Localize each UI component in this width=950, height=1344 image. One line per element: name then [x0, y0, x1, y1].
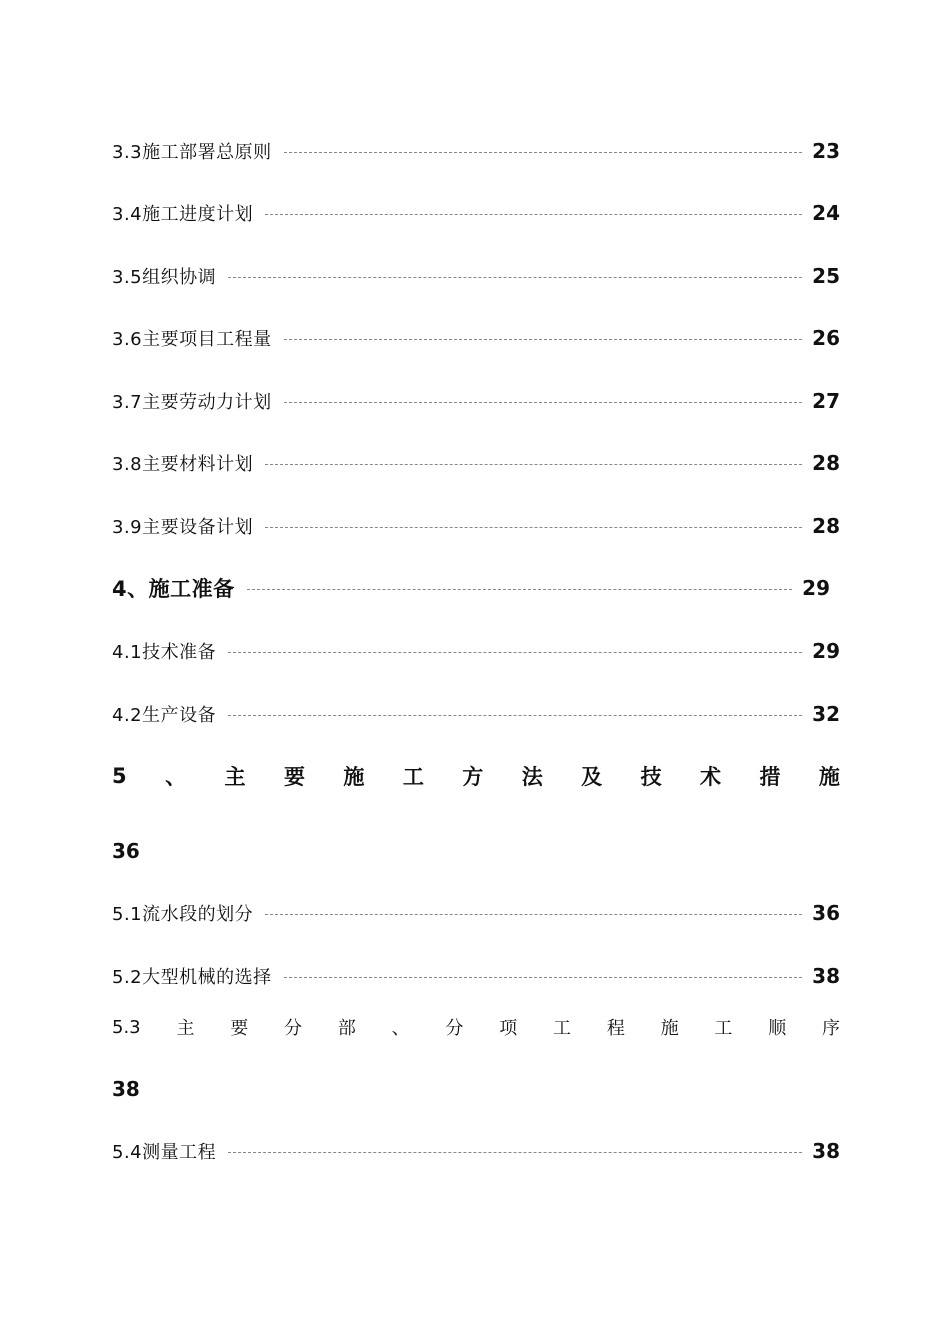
toc-entry[interactable] — [112, 448, 840, 478]
toc-entry[interactable] — [112, 898, 840, 928]
toc-entry[interactable] — [112, 1136, 840, 1166]
toc-entry-page: 25 — [812, 264, 840, 288]
entry-char: 程 — [606, 1018, 625, 1039]
toc-entry-label: 5.1流水段的划分 — [112, 904, 254, 925]
dot-leader — [265, 527, 802, 528]
toc-entry-label: 5.4测量工程 — [112, 1142, 217, 1163]
heading-char: 施 — [343, 765, 365, 789]
entry-char: 部 — [337, 1018, 356, 1039]
toc-entry-page: 28 — [812, 514, 840, 538]
toc-section-5-page: 36 — [112, 839, 140, 863]
dot-leader — [284, 152, 803, 153]
entry-char: 主 — [176, 1018, 195, 1039]
toc-entry-page: 36 — [812, 901, 840, 925]
heading-char: 法 — [521, 765, 543, 789]
heading-char: 、 — [165, 765, 187, 789]
toc-entry[interactable] — [112, 323, 840, 353]
entry-char: 分 — [445, 1018, 464, 1039]
dot-leader — [284, 339, 803, 340]
dot-leader — [284, 977, 803, 978]
toc-entry-label: 3.5组织协调 — [112, 267, 217, 288]
dot-leader — [265, 214, 802, 215]
heading-char: 措 — [759, 765, 781, 789]
toc-entry-label: 3.7主要劳动力计划 — [112, 392, 272, 413]
heading-char: 要 — [283, 765, 305, 789]
entry-char: 工 — [714, 1018, 733, 1039]
dot-leader — [247, 589, 793, 590]
entry-char: 分 — [284, 1018, 303, 1039]
toc-entry-page: 29 — [812, 639, 840, 663]
toc-entry-5-3-page: 38 — [112, 1077, 140, 1101]
dot-leader — [265, 464, 802, 465]
toc-entry[interactable] — [112, 261, 840, 291]
toc-entry-5-3[interactable] — [112, 1012, 840, 1042]
toc-entry-page: 38 — [812, 964, 840, 988]
toc-section[interactable] — [112, 573, 840, 603]
heading-char: 5 — [112, 764, 127, 788]
toc-entry-page: 28 — [812, 451, 840, 475]
entry-char: 施 — [660, 1018, 679, 1039]
dot-leader — [284, 402, 803, 403]
toc-entry-page: 24 — [812, 201, 840, 225]
entry-char: 顺 — [768, 1018, 787, 1039]
dot-leader — [228, 652, 802, 653]
heading-char: 术 — [700, 765, 721, 789]
toc-entry-label: 3.9主要设备计划 — [112, 517, 254, 538]
toc-entry-label: 4.1技术准备 — [112, 642, 217, 663]
dot-leader — [228, 1152, 802, 1153]
toc-entry[interactable] — [112, 386, 840, 416]
toc-section-page: 29 — [802, 576, 830, 600]
entry-char: 项 — [499, 1018, 518, 1039]
toc-entry-page: 23 — [812, 139, 840, 163]
toc-entry-label: 3.3施工部署总原则 — [112, 142, 272, 163]
toc-entry-page: 26 — [812, 326, 840, 350]
heading-char: 及 — [581, 765, 603, 789]
toc-entry[interactable] — [112, 511, 840, 541]
toc-entry-page: 27 — [812, 389, 840, 413]
toc-entry[interactable] — [112, 636, 840, 666]
dot-leader — [265, 914, 802, 915]
toc-entry[interactable] — [112, 198, 840, 228]
toc-section-5-heading[interactable] — [112, 761, 840, 791]
toc-entry[interactable] — [112, 136, 840, 166]
toc-section-label: 4、施工准备 — [112, 577, 235, 601]
heading-char: 施 — [818, 765, 840, 789]
toc-entry-page: 38 — [812, 1139, 840, 1163]
heading-char: 工 — [402, 765, 424, 789]
entry-char: 序 — [822, 1018, 840, 1039]
toc-entry[interactable] — [112, 961, 840, 991]
toc-entry-label: 3.8主要材料计划 — [112, 454, 254, 475]
dot-leader — [228, 277, 802, 278]
toc-entry[interactable] — [112, 699, 840, 729]
entry-char: 要 — [230, 1018, 249, 1039]
dot-leader — [228, 715, 802, 716]
toc-entry-label: 4.2生产设备 — [112, 705, 217, 726]
heading-char: 技 — [640, 765, 662, 789]
toc-entry-label: 5.2大型机械的选择 — [112, 967, 272, 988]
entry-char: 5.3 — [112, 1016, 141, 1038]
entry-char: 、 — [391, 1018, 410, 1039]
entry-char: 工 — [553, 1018, 572, 1039]
heading-char: 主 — [224, 765, 246, 789]
toc-entry-page: 32 — [812, 702, 840, 726]
heading-char: 方 — [462, 765, 484, 789]
toc-entry-label: 3.6主要项目工程量 — [112, 329, 272, 350]
toc-entry-label: 3.4施工进度计划 — [112, 204, 254, 225]
